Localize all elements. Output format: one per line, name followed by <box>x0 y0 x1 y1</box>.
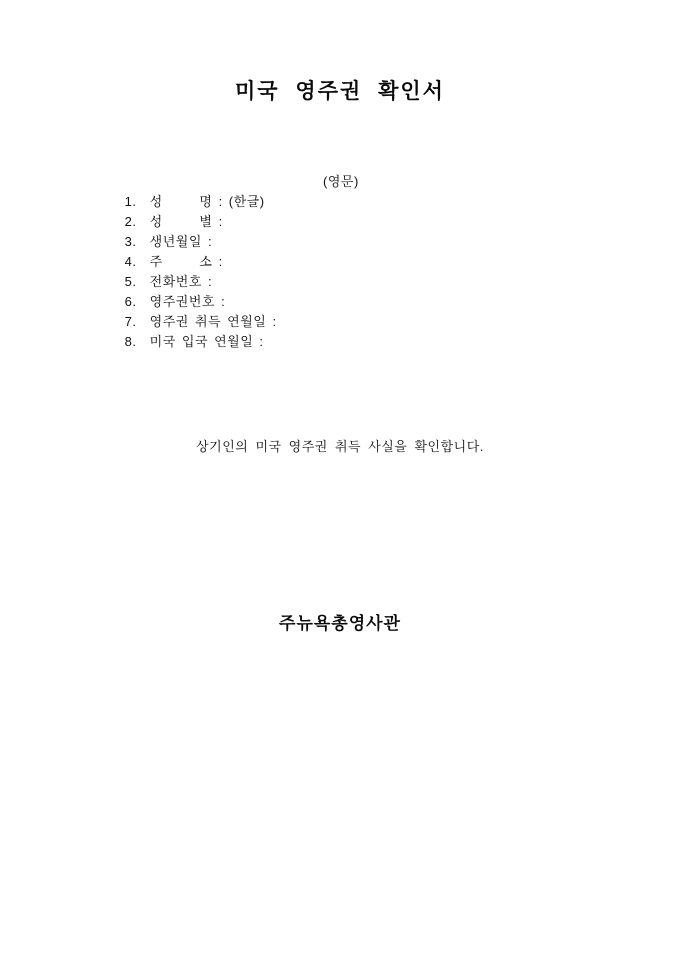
confirmation-statement: 상기인의 미국 영주권 취득 사실을 확인합니다. <box>196 439 484 454</box>
item-number: 4. <box>124 254 137 269</box>
item-label: 성 명 : (한글) <box>149 194 265 209</box>
item-label: 전화번호 : <box>149 274 213 289</box>
issuer-name: 주뉴욕총영사관 <box>279 614 401 633</box>
item-number: 1. <box>124 194 137 209</box>
item-number: 6. <box>124 294 137 309</box>
item-label: 성 별 : <box>149 214 223 229</box>
form-item <box>88 252 608 289</box>
document-title: 미국 영주권 확인서 <box>235 80 445 103</box>
form-list <box>88 172 608 349</box>
item-label: 주 소 : <box>149 254 223 269</box>
item-english-label: (영문) <box>323 174 359 189</box>
item-label: 영주권번호 : <box>149 294 226 309</box>
item-number: 3. <box>124 234 137 249</box>
form-item <box>88 212 608 249</box>
form-item <box>88 272 608 309</box>
item-number: 5. <box>124 274 137 289</box>
form-item <box>88 292 608 329</box>
item-label: 영주권 취득 연월일 : <box>149 314 277 329</box>
form-item <box>88 192 608 229</box>
form-item <box>88 232 608 269</box>
item-number: 8. <box>124 334 137 349</box>
item-label: 미국 입국 연월일 : <box>149 334 264 349</box>
item-number: 2. <box>124 214 137 229</box>
form-item <box>88 172 608 209</box>
item-label: 생년월일 : <box>149 234 213 249</box>
form-item <box>88 312 608 349</box>
item-number: 7. <box>124 314 137 329</box>
